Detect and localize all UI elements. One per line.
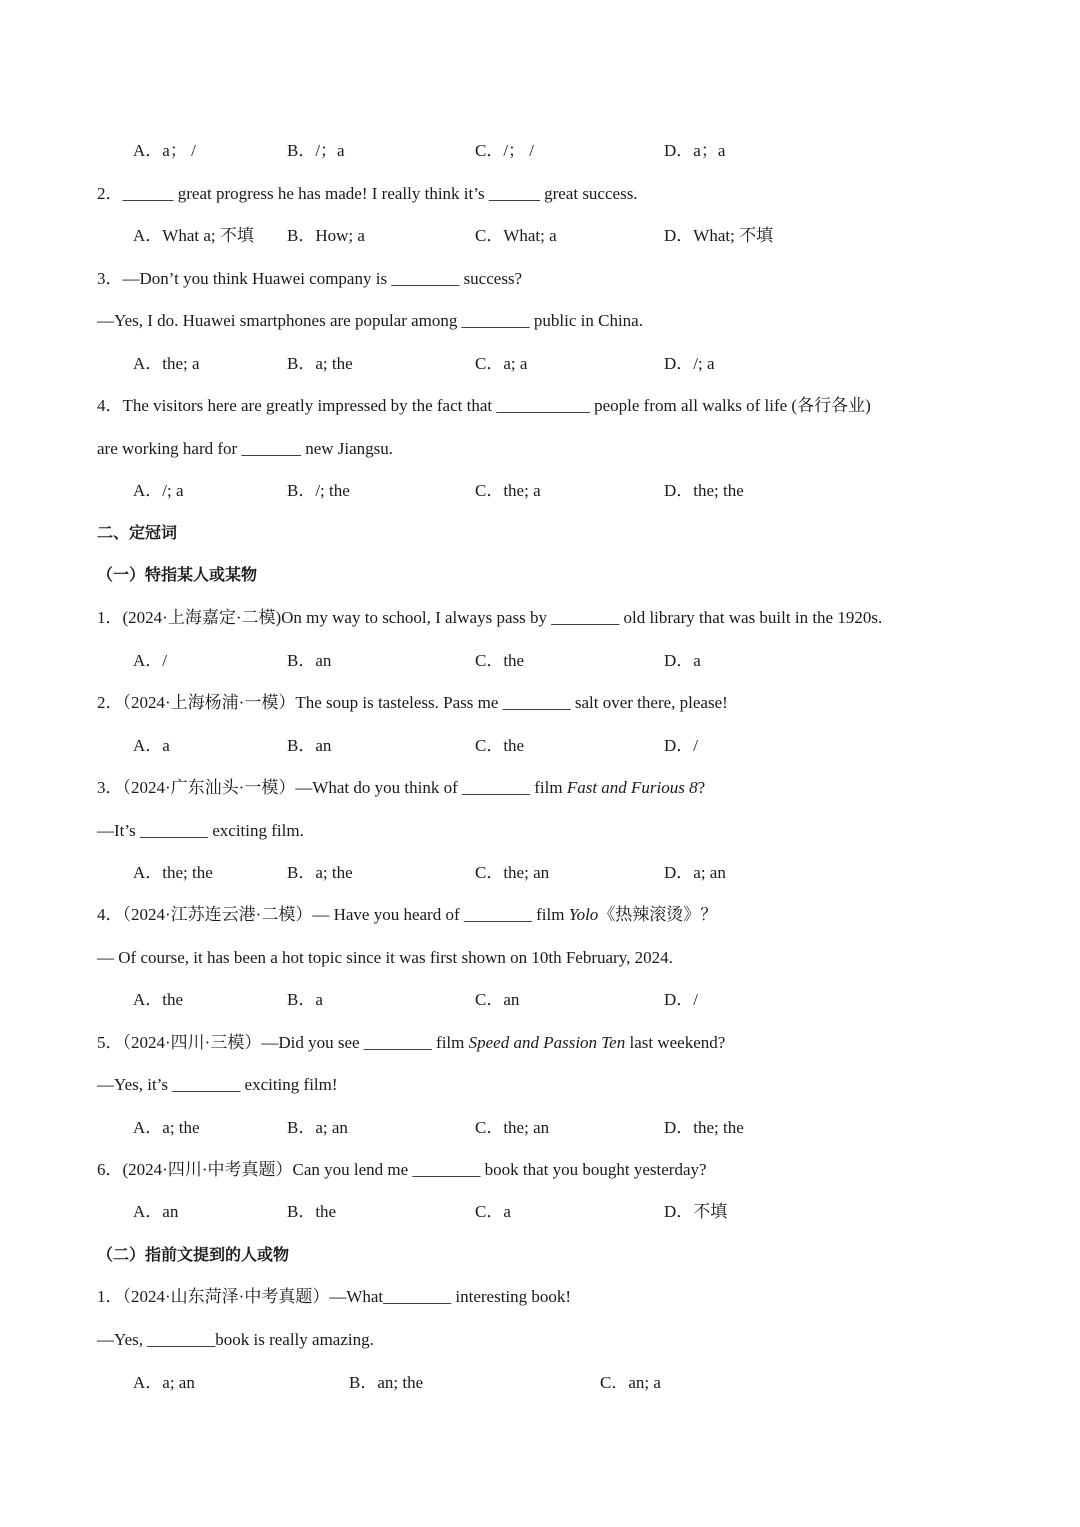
option-c: C．a; a bbox=[475, 354, 528, 373]
option-a: A．a; the bbox=[133, 1118, 200, 1137]
options-row bbox=[0, 1117, 1080, 1139]
options-row bbox=[0, 1201, 1080, 1223]
section-heading: 二、定冠词 bbox=[97, 523, 178, 542]
question-stem: 3．—Don’t you think Huawei company is ________ success? bbox=[97, 269, 523, 288]
film-title: Speed and Passion Ten bbox=[468, 1033, 626, 1052]
question-stem bbox=[97, 777, 705, 799]
subsection-heading: （二）指前文提到的人或物 bbox=[97, 1245, 290, 1264]
stem-text-end: 《热辣滚烫》？ bbox=[598, 905, 718, 924]
options-row bbox=[0, 353, 1080, 375]
option-d: D．/ bbox=[664, 736, 698, 755]
option-a: A．a; an bbox=[133, 1373, 195, 1392]
question-stem bbox=[97, 904, 717, 926]
option-a: A．/ bbox=[133, 651, 167, 670]
option-a: A．What a; 不填 bbox=[133, 226, 254, 245]
option-c: C．the bbox=[475, 651, 525, 670]
option-d: D．/ bbox=[664, 990, 698, 1009]
option-b: B．an bbox=[287, 736, 332, 755]
option-c: C．a bbox=[475, 1202, 511, 1221]
option-a: A．the; the bbox=[133, 863, 213, 882]
option-d: D．What; 不填 bbox=[664, 226, 774, 245]
option-c: C．the; an bbox=[475, 863, 550, 882]
option-b: B．an bbox=[287, 651, 332, 670]
option-b: B．/；a bbox=[287, 141, 345, 160]
question-stem: 2．（2024·上海杨浦·一模）The soup is tasteless. Pass me ________ salt over there, please! bbox=[97, 693, 728, 712]
option-b: B．the bbox=[287, 1202, 337, 1221]
option-d: D．the; the bbox=[664, 481, 744, 500]
option-b: B．a bbox=[287, 990, 323, 1009]
question-stem: 4．The visitors here are greatly impressed by the fact that ___________ people from all walks of life (各行各业) bbox=[97, 396, 871, 415]
question-stem: 6．(2024·四川·中考真题）Can you lend me ________ book that you bought yesterday? bbox=[97, 1160, 707, 1179]
stem-text-end: ? bbox=[697, 778, 706, 797]
options-row bbox=[0, 862, 1080, 884]
question-stem: 1．（2024·山东菏泽·中考真题）—What________ interesting book! bbox=[97, 1287, 572, 1306]
question-stem-continued: —It’s ________ exciting film. bbox=[97, 821, 304, 840]
film-title: Fast and Furious 8 bbox=[566, 778, 698, 797]
question-stem: 2．______ great progress he has made! I really think it’s ______ great success. bbox=[97, 184, 638, 203]
option-c: C．/； / bbox=[475, 141, 535, 160]
option-c: C．the; a bbox=[475, 481, 541, 500]
option-a: A．the; a bbox=[133, 354, 200, 373]
option-c: C．an; a bbox=[600, 1373, 661, 1392]
options-row bbox=[0, 480, 1080, 502]
option-c: C．the; an bbox=[475, 1118, 550, 1137]
question-stem-continued: — Of course, it has been a hot topic since it was first shown on 10th February, 2024. bbox=[97, 948, 673, 967]
question-stem: 1．(2024·上海嘉定·二模)On my way to school, I always pass by ________ old library that was built in the 1920s. bbox=[97, 608, 883, 627]
option-b: B．a; an bbox=[287, 1118, 348, 1137]
option-c: C．What; a bbox=[475, 226, 557, 245]
option-b: B．a; the bbox=[287, 354, 353, 373]
options-row bbox=[0, 1372, 1080, 1394]
option-d: D．the; the bbox=[664, 1118, 744, 1137]
stem-text: 3．（2024·广东汕头·一模）—What do you think of ________ film bbox=[97, 778, 567, 797]
option-d: D．不填 bbox=[664, 1202, 728, 1221]
option-b: B．How; a bbox=[287, 226, 365, 245]
options-row bbox=[0, 989, 1080, 1011]
option-b: B．an; the bbox=[349, 1373, 424, 1392]
option-a: A．the bbox=[133, 990, 184, 1009]
question-stem-continued: —Yes, ________book is really amazing. bbox=[97, 1330, 374, 1349]
options-row bbox=[0, 735, 1080, 757]
question-stem-continued: are working hard for _______ new Jiangsu. bbox=[97, 439, 394, 458]
options-row bbox=[0, 650, 1080, 672]
option-a: A．an bbox=[133, 1202, 179, 1221]
option-b: B．/; the bbox=[287, 481, 350, 500]
option-d: D．/; a bbox=[664, 354, 715, 373]
options-row bbox=[0, 140, 1080, 162]
option-d: D．a; an bbox=[664, 863, 726, 882]
subsection-heading: （一）特指某人或某物 bbox=[97, 565, 258, 584]
film-title: Yolo bbox=[568, 905, 599, 924]
option-b: B．a; the bbox=[287, 863, 353, 882]
option-a: A．a bbox=[133, 736, 170, 755]
option-d: D．a；a bbox=[664, 141, 726, 160]
stem-text-end: last weekend? bbox=[625, 1033, 726, 1052]
option-a: A．/; a bbox=[133, 481, 184, 500]
question-stem bbox=[97, 1032, 725, 1054]
option-c: C．the bbox=[475, 736, 525, 755]
question-stem-continued: —Yes, I do. Huawei smartphones are popular among ________ public in China. bbox=[97, 311, 643, 330]
option-d: D．a bbox=[664, 651, 701, 670]
stem-text: 5．（2024·四川·三模）—Did you see ________ film bbox=[97, 1033, 469, 1052]
options-row bbox=[0, 225, 1080, 247]
option-c: C．an bbox=[475, 990, 520, 1009]
stem-text: 4．（2024·江苏连云港·二模）— Have you heard of ________ film bbox=[97, 905, 569, 924]
option-a: A．a； / bbox=[133, 141, 196, 160]
question-stem-continued: —Yes, it’s ________ exciting film! bbox=[97, 1075, 338, 1094]
